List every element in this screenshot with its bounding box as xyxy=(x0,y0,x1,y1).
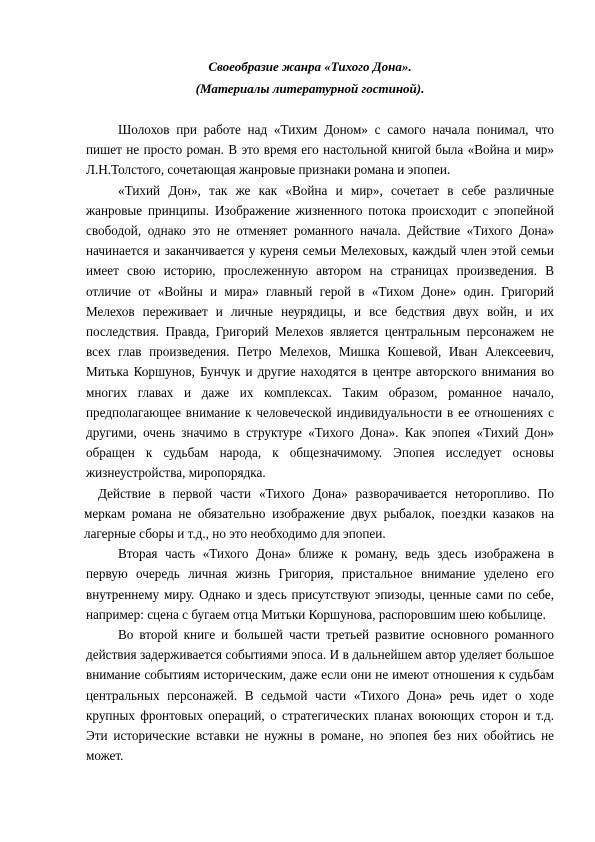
paragraph xyxy=(84,484,554,545)
document-body xyxy=(86,120,554,767)
paragraph: Вторая часть «Тихого Дона» ближе к роману, ведь здесь изображена в первую очередь личная жизнь Григория, пристальное внимание уделено его внутреннему миру. Однако и здесь присутствуют эпизоды, ценные сами по себе, например: сцена с бугаем отца Митьки Коршунова, распоровшим шею кобылице. xyxy=(86,546,554,622)
paragraph: «Тихий Дон», так же как «Война и мир», сочетает в себе различные жанровые принципы. Изображение жизненного потока происходит с эпопейной свободой, однако это не отменяет романного начала. Действие «Тихого Дона» начинается и заканчивается у куреня семьи Мелеховых, каждый член этой семьи имеет свою историю, прослеженную автором на страницах произведения. В отличие от «Войны и мира» главный герой в «Тихом Доне» один. Григорий Мелехов переживает и личные неурядицы, и все бедствия двух войн, и их последствия. Правда, Григорий Мелехов является центральным персонажем не всех глав произведения. Петро Мелехов, Мишка Кошевой, Иван Алексеевич, Митька Коршунов, Бунчук и другие находятся в центре авторского внимания во многих главах и даже их комплексах. Таким образом, романное начало, предполагающее внимание к человеческой индивидуальности в ее отношениях с другими, очень значимо в структуре «Тихого Дона». Как эпопея «Тихий Дон» обращен к судьбам народа, к общезначимому. Эпопея исследует основы жизнеустройства, миропорядка. xyxy=(86,182,554,481)
paragraph-text: Действие в первой части «Тихого Дона» разворачивается неторопливо. По меркам романа не обязательно изображение двух рыбалок, поездки казаков на лагерные сборы и т.д., но это необходимо для эпопеи. xyxy=(84,485,554,542)
paragraph: Шолохов при работе над «Тихим Доном» с самого начала понимал, что пишет не просто роман. В это время его настольной книгой была «Война и мир» Л.Н.Толстого, сочетающая жанровые признаки романа и эпопеи. xyxy=(86,122,554,178)
document-title: Своеобразие жанра «Тихого Дона». xyxy=(208,59,412,74)
document-subtitle: (Материалы литературной гостиной). xyxy=(195,81,425,96)
paragraph: Во второй книге и большей части третьей развитие основного романного действия задерживается событиями эпоса. И в дальнейшем автор уделяет большое внимание событиям историческим, даже если они не имеют отношения к судьбам центральных персонажей. В седьмой части «Тихого Дона» речь идет о ходе крупных фронтовых операций, о стратегических планах воюющих сторон и т.д. Эти исторические вставки не нужны в романе, но эпопея без них обойтись не может. xyxy=(86,627,554,764)
